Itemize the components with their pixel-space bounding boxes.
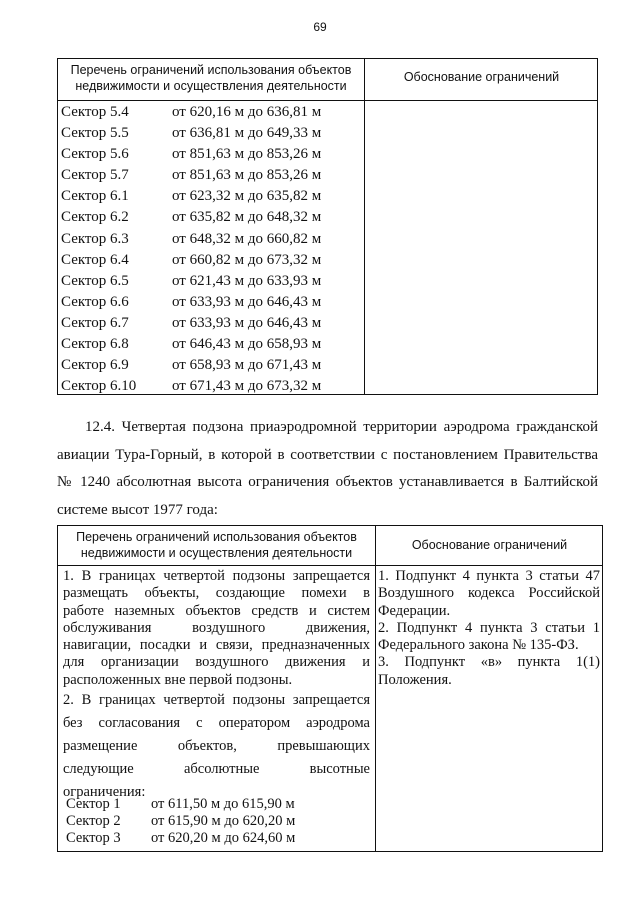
- text-line: навигации, посадки и связи, предназначенных: [63, 637, 370, 654]
- sector-label: Сектор 5.5: [61, 125, 129, 142]
- text-line: 2. В границах четвертой подзоны запрещается: [63, 692, 370, 709]
- height-range: от 851,63 м до 853,26 м: [172, 146, 322, 163]
- text-line: 1. Подпункт 4 пункта 3 статьи 47: [378, 568, 600, 584]
- table-row: [61, 123, 361, 144]
- paragraph-line: 12.4. Четвертая подзона приаэродромной территории аэродрома гражданской: [85, 419, 598, 435]
- height-range: от 660,82 м до 673,32 м: [172, 251, 322, 268]
- column-divider: [364, 59, 365, 394]
- sector-list: [61, 102, 361, 397]
- text-line: 1. В границах четвертой подзоны запрещается: [63, 568, 370, 584]
- text-line: Положения.: [378, 671, 452, 688]
- text-line: обслуживания воздушного движения,: [63, 619, 370, 636]
- sector-label: Сектор 6.7: [61, 314, 129, 331]
- text-line: 2. Подпункт 4 пункта 3 статьи 1: [378, 619, 600, 636]
- sector-label: Сектор 6.3: [61, 230, 129, 247]
- height-range: от 615,90 м до 620,20 м: [151, 813, 296, 829]
- height-range: от 621,43 м до 633,93 м: [172, 272, 322, 289]
- header-line: недвижимости и осуществления деятельности: [80, 546, 353, 560]
- column-divider: [375, 526, 376, 851]
- height-range: от 633,93 м до 646,43 м: [172, 293, 322, 310]
- height-range: от 851,63 м до 853,26 м: [172, 167, 322, 184]
- table-row: [66, 830, 366, 847]
- header-restrictions-list: [58, 529, 375, 561]
- text-line: Воздушного кодекса Российской: [378, 585, 600, 602]
- table-row: [66, 813, 366, 830]
- table-row: [61, 292, 361, 313]
- height-range: от 611,50 м до 615,90 м: [151, 796, 295, 812]
- restrictions-table-continued: [57, 58, 598, 395]
- table-row: [61, 355, 361, 376]
- paragraph-line: авиации Тура-Горный, в которой в соответствии с постановлением Правительства: [57, 446, 598, 463]
- height-range: от 646,43 м до 658,93 м: [172, 336, 322, 353]
- table-row: [61, 207, 361, 228]
- text-line: работе наземных объектов средств и систем: [63, 602, 370, 619]
- sector-label: Сектор 6.5: [61, 272, 129, 289]
- text-line: Федерации.: [378, 602, 451, 619]
- height-range: от 635,82 м до 648,32 м: [172, 209, 322, 226]
- sector-label: Сектор 6.6: [61, 293, 129, 310]
- sector-label: Сектор 2: [66, 813, 121, 829]
- header-line: недвижимости и осуществления деятельности: [75, 79, 347, 93]
- table-row: [61, 313, 361, 334]
- height-range: от 671,43 м до 673,32 м: [172, 378, 322, 395]
- text-line: 3. Подпункт «в» пункта 1(1): [378, 654, 600, 671]
- text-line: без согласования с оператором аэродрома: [63, 715, 370, 732]
- sector-label: Сектор 6.9: [61, 357, 129, 374]
- text-line: размещать объекты, создающие помехи в: [63, 585, 370, 602]
- sector-label: Сектор 6.4: [61, 251, 129, 268]
- sector-label: Сектор 5.7: [61, 167, 129, 184]
- table-row: [61, 102, 361, 123]
- fourth-subzone-table: [57, 525, 603, 852]
- paragraph-line: системе высот 1977 года:: [57, 501, 218, 518]
- section-paragraph: [57, 414, 598, 524]
- text-line: размещение объектов, превышающих: [63, 738, 370, 755]
- header-justification: Обоснование ограничений: [411, 538, 568, 552]
- height-range: от 636,81 м до 649,33 м: [172, 125, 322, 142]
- sector-label: Сектор 5.4: [61, 104, 129, 120]
- height-range: от 658,93 м до 671,43 м: [172, 357, 322, 374]
- height-range: от 620,16 м до 636,81 м: [172, 104, 322, 120]
- height-range: от 620,20 м до 624,60 м: [151, 830, 296, 846]
- text-line: следующие абсолютные высотные: [63, 761, 370, 778]
- table-row: [61, 144, 361, 165]
- sector-label: Сектор 1: [66, 796, 121, 812]
- table-row: [61, 271, 361, 292]
- header-justification: Обоснование ограничений: [403, 70, 560, 84]
- table-row: [61, 250, 361, 271]
- sector-label: Сектор 5.6: [61, 146, 129, 163]
- sector-list: [66, 796, 366, 847]
- height-range: от 623,32 м до 635,82 м: [172, 188, 322, 205]
- text-line: расположенных вне первой подзоны.: [63, 671, 293, 688]
- height-range: от 648,32 м до 660,82 м: [172, 230, 322, 247]
- table-row: [61, 186, 361, 207]
- paragraph-line: № 1240 абсолютная высота ограничения объектов устанавливается в Балтийской: [57, 474, 598, 490]
- sector-label: Сектор 6.2: [61, 209, 129, 226]
- sector-label: Сектор 6.10: [61, 378, 137, 395]
- justification-text: [378, 568, 600, 689]
- text-line: Федерального закона № 135-ФЗ.: [378, 637, 579, 654]
- sector-label: Сектор 6.1: [61, 188, 129, 205]
- table-row: [61, 229, 361, 250]
- page-number: 69: [313, 20, 327, 34]
- header-line: Перечень ограничений использования объектов: [76, 530, 357, 544]
- header-restrictions-list: [58, 62, 364, 94]
- table-row: [61, 376, 361, 397]
- header-line: Перечень ограничений использования объектов: [70, 63, 352, 77]
- sector-label: Сектор 6.8: [61, 336, 129, 353]
- sector-label: Сектор 3: [66, 830, 121, 846]
- header-divider: [58, 565, 602, 566]
- table-row: [61, 165, 361, 186]
- restrictions-text: [63, 568, 370, 804]
- text-line: ограничения:: [63, 784, 146, 801]
- header-divider: [58, 100, 597, 101]
- text-line: для организации воздушного движения и: [63, 654, 370, 671]
- height-range: от 633,93 м до 646,43 м: [172, 314, 322, 331]
- table-row: [66, 796, 366, 813]
- table-row: [61, 334, 361, 355]
